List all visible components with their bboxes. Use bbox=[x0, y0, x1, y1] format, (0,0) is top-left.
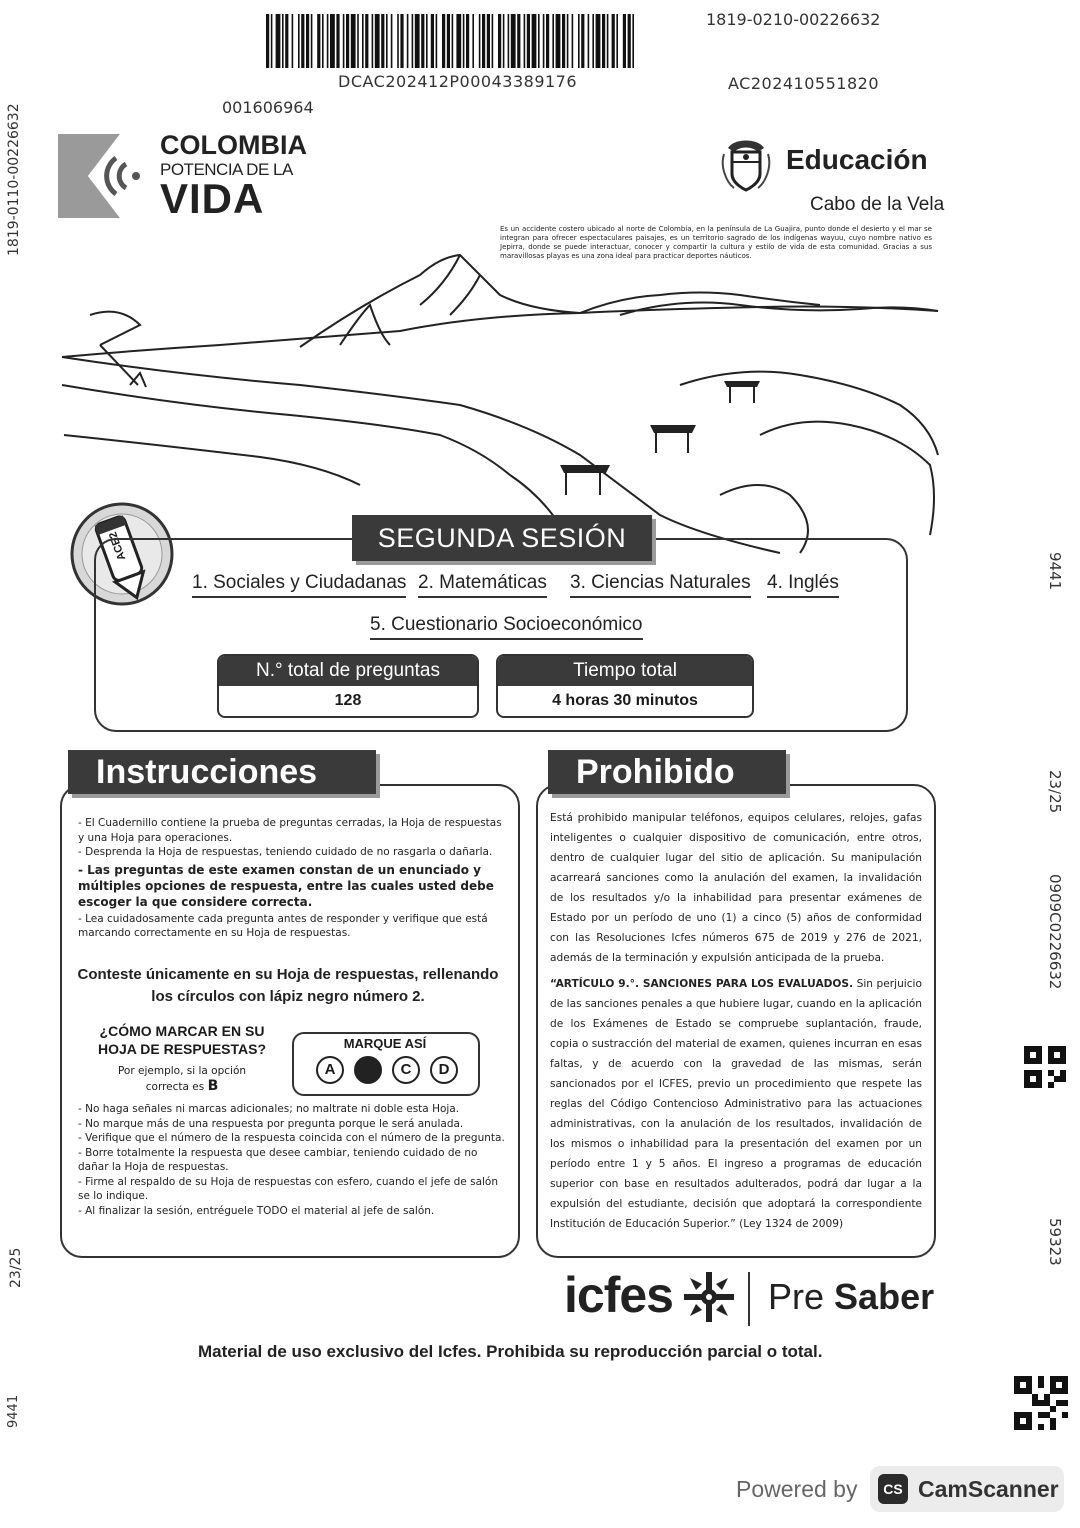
instruction-item: - Al finalizar la sesión, entréguele TODO el material al jefe de salón. bbox=[78, 1204, 435, 1217]
instruction-item: - Borre totalmente la respuesta que desee cambiar, teniendo cuidado de no dañar la Hoja de respuestas. bbox=[78, 1146, 478, 1173]
article-title: “ARTÍCULO 9.°. SANCIONES PARA LOS EVALUADOS. bbox=[550, 978, 854, 990]
colombia-logo-text bbox=[160, 132, 307, 220]
prohibido-text bbox=[550, 808, 922, 1234]
how-to-mark-title bbox=[84, 1022, 280, 1058]
qr-code-large bbox=[1014, 1376, 1068, 1430]
marque-asi-label: MARQUE ASÍ bbox=[343, 1036, 427, 1051]
barcode-text: DCAC202412P00043389176 bbox=[338, 72, 578, 91]
coat-of-arms-icon bbox=[718, 134, 774, 196]
camscanner-icon: CS bbox=[878, 1474, 908, 1504]
form-code-top: 1819-0210-00226632 bbox=[706, 10, 881, 29]
booklet-number: 001606964 bbox=[222, 98, 314, 117]
icfes-star-icon bbox=[682, 1270, 736, 1324]
session-title: SEGUNDA SESIÓN bbox=[352, 515, 652, 561]
instruction-item: - No haga señales ni marcas adicionales; no maltrate ni doble esta Hoja. bbox=[78, 1103, 460, 1115]
answer-bubbles bbox=[302, 1056, 472, 1084]
side-code-left-mid: 23/25 bbox=[8, 1247, 24, 1288]
questions-label: N.° total de preguntas bbox=[219, 656, 477, 686]
qr-code-small bbox=[1024, 1046, 1066, 1088]
how-example-2: correcta es bbox=[145, 1081, 205, 1093]
camscanner-watermark bbox=[736, 1466, 1066, 1512]
side-code-right-1: 9441 bbox=[1046, 552, 1064, 591]
bubble-b-filled: B bbox=[354, 1056, 382, 1084]
subject-5: 5. Cuestionario Socioeconómico bbox=[370, 614, 643, 640]
how-title-2: HOJA DE RESPUESTAS? bbox=[97, 1041, 267, 1057]
pre-saber-logo bbox=[768, 1276, 934, 1318]
side-code-right-2: 23/25 bbox=[1046, 770, 1064, 814]
powered-by-text: Powered by bbox=[736, 1476, 858, 1502]
logo-divider bbox=[748, 1272, 750, 1326]
cabo-de-la-vela-illustration bbox=[60, 235, 940, 555]
prohibido-title: Prohibido bbox=[548, 750, 786, 794]
place-name: Cabo de la Vela bbox=[810, 194, 945, 215]
prohibido-paragraph-2: Sin perjuicio de las sanciones penales a que hubiere lugar, cuando en la aplicación de los Exámenes de Estado se compruebe suplantación, fraude, copia o sustracción del material de examen, quienes incurran en esas faltas, y de acuerdo con la gravedad de las mismas, serán sancionados por el ICFES, previo un procedimiento que respete las reglas del Código Contencioso Administrativo para las actuaciones administrativas, con la anulación de los resultados, invalidación de los mismos o inhabilidad para la presentación del examen por un período entre 1 y 5 años. El ingreso a programas de educación superior con base en resultados adulterados, podrá dar lugar a la expulsión del estudiante, decisión que adoptará la correspondiente Institución de Educación Superior.” (Ley 1324 de 2009) bbox=[550, 978, 922, 1230]
logo-line-3: VIDA bbox=[160, 175, 265, 222]
how-example-letter: B bbox=[207, 1078, 219, 1094]
instructions-list-top bbox=[78, 816, 508, 941]
instruction-item: - No marque más de una respuesta por pregunta porque le será anulada. bbox=[78, 1117, 464, 1130]
contest-line-1: Conteste únicamente en su Hoja de respuestas, rellenando bbox=[77, 966, 499, 983]
camscanner-text: CamScanner bbox=[918, 1476, 1059, 1502]
footer-notice: Material de uso exclusivo del Icfes. Prohibida su reproducción parcial o total. bbox=[198, 1342, 823, 1361]
ministry-name: Educación bbox=[786, 144, 928, 175]
prohibido-paragraph-1: Está prohibido manipular teléfonos, equipos celulares, relojes, gafas inteligentes o cualquier dispositivo de comunicación, entre otros, dentro de cualquier lugar del sitio de aplicación. Su manipulación acarreará sanciones como la anulación del examen, la invalidación de los resultados y/o la inhabilidad para presentar exámenes de Estado por un período de uno (1) a cinco (5) años de conformidad con las Resoluciones Icfes números 675 de 2019 y 276 de 2021, además de la terminación y expulsión anticipada de la prueba. bbox=[550, 812, 922, 964]
bubble-a: A bbox=[316, 1056, 344, 1084]
logo-line-2: POTENCIA DE LA bbox=[160, 160, 293, 179]
instruction-item: - Lea cuidadosamente cada pregunta antes de responder y verifique que está marcando correctamente en su Hoja de respuestas. bbox=[78, 912, 488, 939]
subject-1: 1. Sociales y Ciudadanas bbox=[192, 572, 406, 598]
colombia-logo-icon bbox=[58, 134, 144, 218]
side-code-left-top: 1819-0110-00226632 bbox=[6, 103, 22, 256]
subject-3: 3. Ciencias Naturales bbox=[570, 572, 751, 598]
instructions-title: Instrucciones bbox=[68, 750, 376, 794]
logo-line-1: COLOMBIA bbox=[160, 130, 307, 160]
subject-4: 4. Inglés bbox=[767, 572, 839, 598]
side-code-left-bottom: 9441 bbox=[6, 1394, 21, 1428]
icfes-wordmark: icfes bbox=[564, 1267, 673, 1323]
contest-line-2: los círculos con lápiz negro número 2. bbox=[151, 988, 425, 1005]
instruction-item: - Firme al respaldo de su Hoja de respuestas con esfero, cuando el jefe de salón se lo indique. bbox=[78, 1175, 499, 1202]
time-stat bbox=[496, 654, 754, 718]
barcode bbox=[266, 14, 634, 68]
time-value: 4 horas 30 minutos bbox=[552, 692, 698, 709]
instruction-item-bold: - Las preguntas de este examen constan de un enunciado y múltiples opciones de respuesta, entre las cuales usted debe escoger la que considere correcta. bbox=[78, 862, 494, 909]
questions-value: 128 bbox=[334, 692, 362, 709]
bubble-c: C bbox=[392, 1056, 420, 1084]
instruction-item: - El Cuadernillo contiene la prueba de preguntas cerradas, la Hoja de respuestas y una Hoja para operaciones. bbox=[78, 817, 502, 844]
badge-label: ACE2 bbox=[107, 530, 129, 562]
bubble-d: D bbox=[430, 1056, 458, 1084]
how-title-1: ¿CÓMO MARCAR EN SU bbox=[99, 1023, 265, 1039]
side-code-right-3: 0909C0226632 bbox=[1046, 874, 1064, 990]
place-description: Es un accidente costero ubicado al norte de Colombia, en la península de La Guajira, punto donde el desierto y el mar se integran para ofrecer espectaculares paisajes, es un territorio sagrado de los indígenas wayuu, cuyo nombre nativo es Jepirra, donde se puede interactuar, conocer y compartir la cultura y estilo de vida de esta comunidad. Gracias a sus maravillosas playas es una zona ideal para practicar deportes náuticos. bbox=[500, 225, 932, 260]
time-label: Tiempo total bbox=[498, 656, 752, 686]
instruction-item: - Desprenda la Hoja de respuestas, teniendo cuidado de no rasgarla o dañarla. bbox=[78, 846, 493, 858]
instruction-item: - Verifique que el número de la respuesta coincida con el número de la pregunta. bbox=[78, 1132, 505, 1144]
subject-2: 2. Matemáticas bbox=[418, 572, 547, 598]
instructions-list-bottom bbox=[78, 1102, 510, 1218]
saber-text: Saber bbox=[834, 1276, 935, 1317]
how-example-1: Por ejemplo, si la opción bbox=[117, 1065, 247, 1077]
ac-code: AC202410551820 bbox=[728, 74, 879, 93]
how-to-mark-example bbox=[84, 1064, 280, 1095]
side-code-right-4: 59323 bbox=[1046, 1218, 1064, 1266]
pre-text: Pre bbox=[768, 1276, 825, 1317]
questions-stat bbox=[217, 654, 479, 718]
contest-note bbox=[70, 964, 506, 1008]
